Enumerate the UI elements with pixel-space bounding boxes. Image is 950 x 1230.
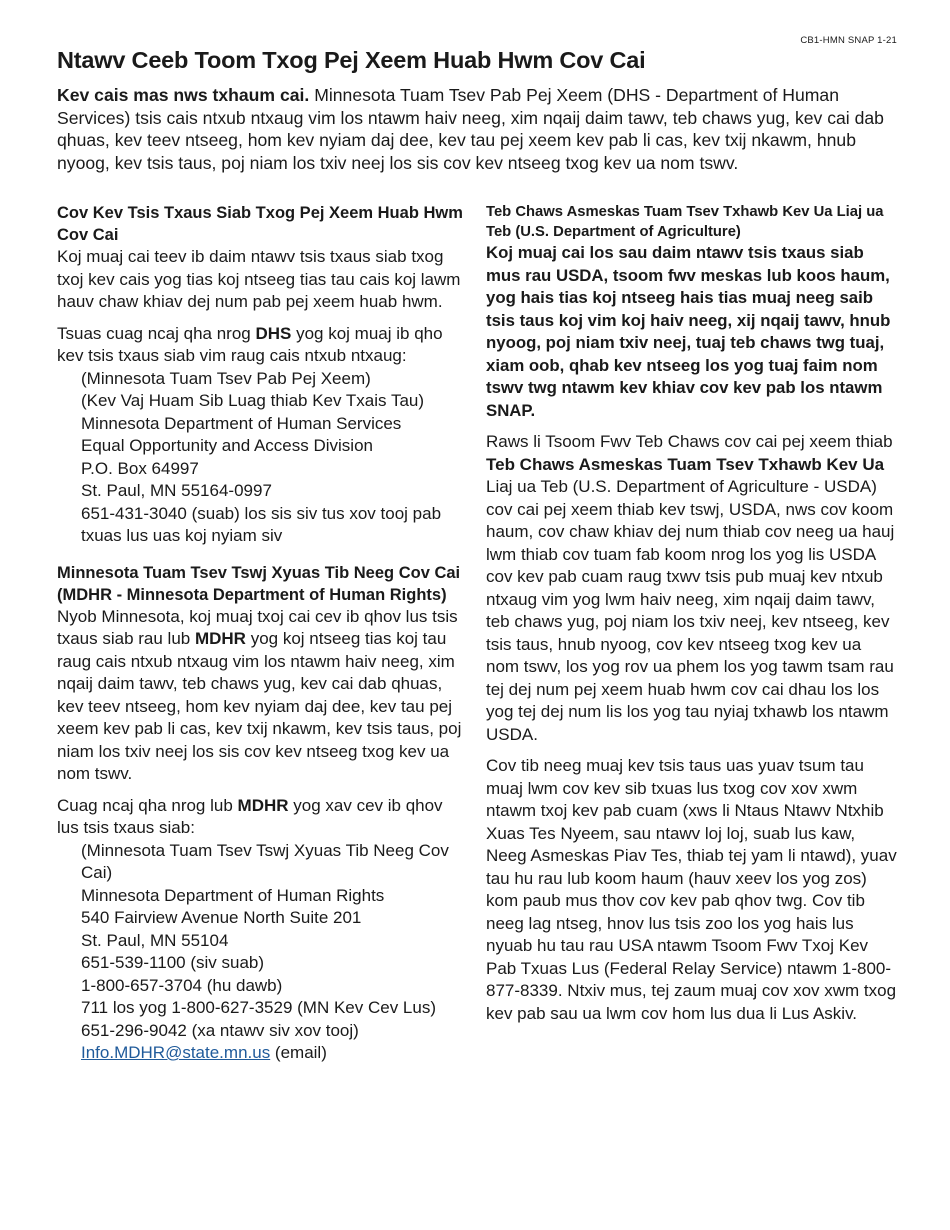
contact-dhs-text-end: yog koj muaj ib qho kev tsis txaus siab vim raug cais ntxub ntxaug: (57, 323, 443, 365)
address-line: Minnesota Department of Human Services (81, 413, 402, 433)
usda-policy-text-end: Liaj ua Teb (U.S. Department of Agriculture - USDA) cov cai pej xeem thiab kev tswj, USDA, nws cov koom haum, cov chaw khiav dej num thiab cov neeg ua hauj lwm thiab cov tuam fab koom nrog los yog lis USDA cov kev pab cuam raug txwv tsis pub muaj kev ntxub ntxaug vim yog lwm haiv neeg, xim nqaij daim tawv, teb chaws yug, poj niam los txiv neej, kev ntseeg, kev tsis taus, hnub nyoog, cov kev ntseeg txog kev ua nom tswv, los yog rov ua phem los yog tawm tsam rau tej dej num pej xeem huab hwm cov cai dhau los los yog tej dej num lis los yog tau nyiaj txhawb los ntawm USDA. (486, 477, 895, 744)
address-line: 651-296-9042 (xa ntawv siv xov tooj) (81, 1020, 359, 1040)
address-line: (Minnesota Tuam Tsev Pab Pej Xeem) (81, 368, 371, 388)
page-title: Ntawv Ceeb Toom Txog Pej Xeem Huab Hwm Cov Cai (57, 47, 646, 73)
address-line: 540 Fairview Avenue North Suite 201 (81, 908, 362, 927)
form-code: CB1-HMN SNAP 1-21 (800, 35, 897, 46)
dhs-address-block (57, 368, 467, 548)
contact-mdhr-text: Cuag ncaj qha nrog lub (57, 795, 238, 815)
usda-policy-paragraph (486, 431, 898, 746)
address-line: Minnesota Department of Human Rights (81, 885, 385, 905)
contact-dhs-text: Tsuas cuag ncaj qha nrog (57, 323, 256, 343)
contact-mdhr-paragraph (57, 795, 467, 840)
usda-bold-paragraph: Koj muaj cai los sau daim ntawv tsis txaus siab mus rau USDA, tsoom fwv meskas lub koos haum, yog hais tias koj ntseeg hais tias muaj neeg saib tsis taus koj vim koj haiv neeg, xij nqaij tawv, hnub nyoog, poj niam txiv neej, tuaj teb chaws twg tuaj, xiam oob, qhab kev ntseeg los yog tuaj faim nom tswv twg ntawm kev khiav cov kev pab los ntawm SNAP. (486, 243, 891, 420)
intro-paragraph (57, 84, 897, 174)
disability-paragraph: Cov tib neeg muaj kev tsis taus uas yuav tsum tau muaj lwm cov kev sib txuas lus txog cov xov xwm ntawm txoj kev pab cuam (xws li Ntaus Ntawv Ntxhib Xuas Tes Nyeem, sau ntawv loj loj, suab lus kaw, Neeg Asmeskas Piav Tes, thiab tej yam li ntawd), yuav tau hu rau lub koom haum (hauv xeev los yog zos) kom paub mus thov cov kev pab qhov twg. Cov tib neeg lag ntseg, hnov lus tsis zoo los yog hais lus nyuab hu tau rau USA ntawm Tsoom Fwv Txoj Kev Pab Txuas Lus (Federal Relay Service) ntawm 1-800-877-8339. Ntxiv mus, tej zaum muaj cov xov xwm txog kev pab sau ua lwm cov hom lus dua li Lus Askiv. (486, 756, 897, 1023)
mdhr-email-link[interactable]: Info.MDHR@state.mn.us (81, 1043, 271, 1062)
dhs-acronym: DHS (255, 323, 292, 343)
address-line: 651-539-1100 (siv suab) (81, 953, 265, 972)
mdhr-right-paragraph (57, 606, 467, 786)
complaint-right-paragraph: Koj muaj cai teev ib daim ntawv tsis txaus siab txog txoj kev cais yog tias koj ntseeg tias tau cais koj lawm hauv chaw khiav dej num pab pej xeem huab hwm. (57, 247, 461, 311)
mdhr-acronym: MDHR (237, 795, 289, 815)
mdhr-address-block (57, 840, 467, 1065)
address-line: Equal Opportunity and Access Division (81, 436, 373, 455)
mdhr-text: Nyob Minnesota, koj muaj txoj cai cev ib qhov lus tsis txaus siab rau lub (57, 606, 458, 648)
email-line (81, 1042, 467, 1065)
email-suffix: (email) (270, 1043, 327, 1062)
contact-dhs-paragraph (57, 323, 467, 368)
address-line: St. Paul, MN 55164-0997 (81, 481, 272, 500)
mdhr-text-end: yog koj ntseeg tias koj tau raug cais ntxub ntxaug vim los ntawm haiv neeg, xim nqaij daim tawv, teb chaws yug, kev cai dab qhuas, kev teev ntseeg, hom kev nyiam daj dee, kev tau pej xeem kev pab li cas, kev txij nkawm, kev tsis taus, poj niam los txiv neej los sis cov kev ntseeg txog kev ua nom tswv. (57, 629, 462, 783)
address-line: 711 los yog 1-800-627-3529 (MN Kev Cev Lus) (81, 998, 436, 1017)
usda-name: Teb Chaws Asmeskas Tuam Tsev Txhawb Kev Ua (486, 454, 885, 474)
mdhr-acronym: MDHR (194, 629, 246, 648)
left-column (57, 202, 467, 1065)
address-line: 1-800-657-3704 (hu dawb) (81, 975, 283, 995)
intro-text: Minnesota Tuam Tsev Pab Pej Xeem (DHS - Department of Human Services) tsis cais ntxub ntxaug vim los ntawm haiv neeg, xim nqaij daim tawv, teb chaws yug, kev cai dab qhuas, kev teev ntseeg, hom kev nyiam daj dee, kev tau pej xeem kev pab li cas, kev txij nkawm, hnub nyoog, kev tsis taus, poj niam los txiv neej los sis cov kev ntseeg txog kev ua nom tswv. (57, 85, 884, 173)
address-line: (Minnesota Tuam Tsev Tswj Xyuas Tib Neeg Cov Cai) (81, 840, 449, 882)
civil-rights-complaints-heading: Cov Kev Tsis Txaus Siab Txog Pej Xeem Huab Hwm Cov Cai (57, 204, 463, 244)
address-line: P.O. Box 64997 (81, 458, 199, 478)
address-line: (Kev Vaj Huam Sib Luag thiab Kev Txais Tau) (81, 391, 425, 410)
intro-lead: Kev cais mas nws txhaum cai. (57, 85, 310, 105)
address-line: 651-431-3040 (suab) los sis siv tus xov tooj pab txuas lus uas koj nyiam siv (81, 503, 442, 545)
address-line: St. Paul, MN 55104 (81, 930, 229, 950)
usda-policy-text: Raws li Tsoom Fwv Teb Chaws cov cai pej xeem thiab (486, 432, 893, 451)
contact-mdhr-text-end: yog xav cev ib qhov lus tsis txaus siab: (57, 795, 443, 837)
mdhr-heading: Minnesota Tuam Tsev Tswj Xyuas Tib Neeg Cov Cai (MDHR - Minnesota Department of Human Rights) (57, 563, 461, 604)
right-column (486, 202, 898, 1025)
usda-heading: Teb Chaws Asmeskas Tuam Tsev Txhawb Kev Ua Liaj ua Teb (U.S. Department of Agriculture) (486, 204, 884, 240)
